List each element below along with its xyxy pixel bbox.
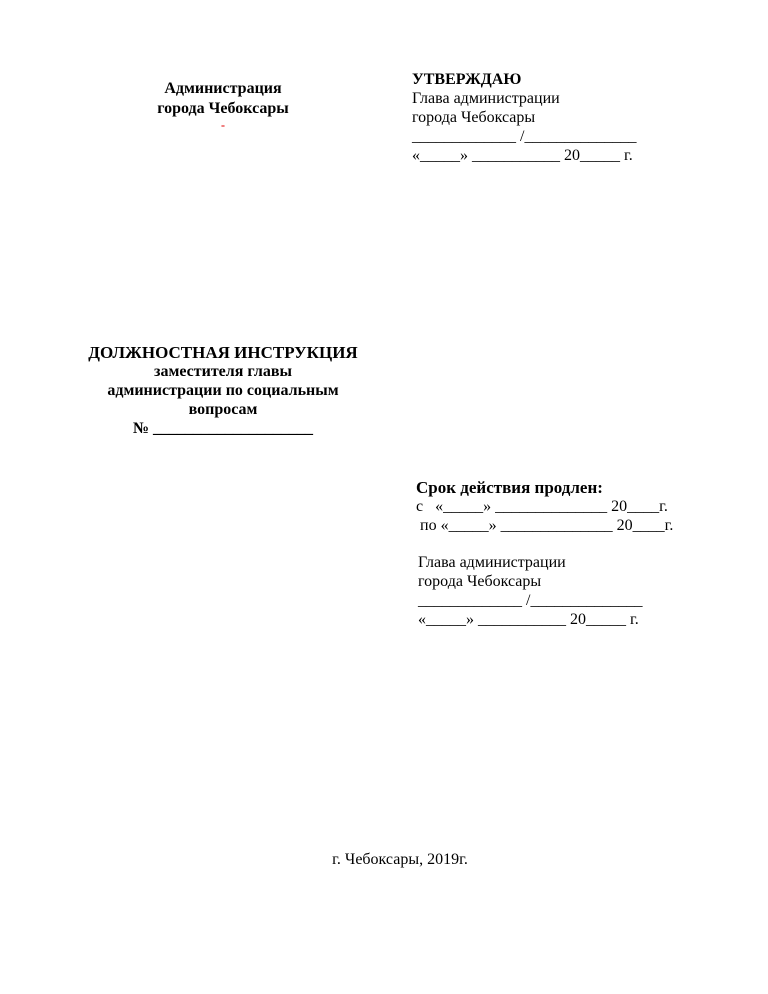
approval-date-line: «_____» ___________ 20_____ г.	[412, 147, 633, 164]
extension-heading: Срок действия продлен:	[416, 478, 603, 497]
extension-signature-block	[418, 553, 642, 629]
approval-position: Глава администрации	[412, 90, 560, 107]
footer-place-year: г. Чебоксары, 2019г.	[332, 851, 468, 868]
organization-header	[110, 79, 336, 131]
extension-city: города Чебоксары	[418, 573, 542, 590]
approval-signature-line: _____________ /______________	[412, 128, 637, 145]
extension-from-line: с «_____» ______________ 20____г.	[416, 498, 668, 515]
extension-signature-line: _____________ /______________	[418, 592, 643, 609]
document-title-block	[60, 343, 386, 438]
organization-red-mark: -	[221, 118, 225, 132]
extension-block	[416, 478, 673, 535]
extension-date-line: «_____» ___________ 20_____ г.	[418, 611, 639, 628]
extension-position: Глава администрации	[418, 554, 566, 571]
organization-name-line1: Администрация	[164, 80, 282, 97]
document-subtitle-line3: вопросам	[188, 401, 258, 418]
approval-stamp	[412, 70, 636, 165]
approval-heading: УТВЕРЖДАЮ	[412, 71, 522, 88]
document-title: ДОЛЖНОСТНАЯ ИНСТРУКЦИЯ	[88, 343, 358, 362]
document-subtitle-line1: заместителя главы	[154, 363, 292, 380]
document-number-line: № ____________________	[132, 420, 314, 437]
approval-city: города Чебоксары	[412, 109, 536, 126]
footer	[0, 850, 768, 870]
extension-to-line: по «_____» ______________ 20____г.	[416, 517, 674, 534]
document-subtitle-line2: администрации по социальным	[107, 382, 339, 399]
organization-name-line2: города Чебоксары	[157, 100, 289, 117]
